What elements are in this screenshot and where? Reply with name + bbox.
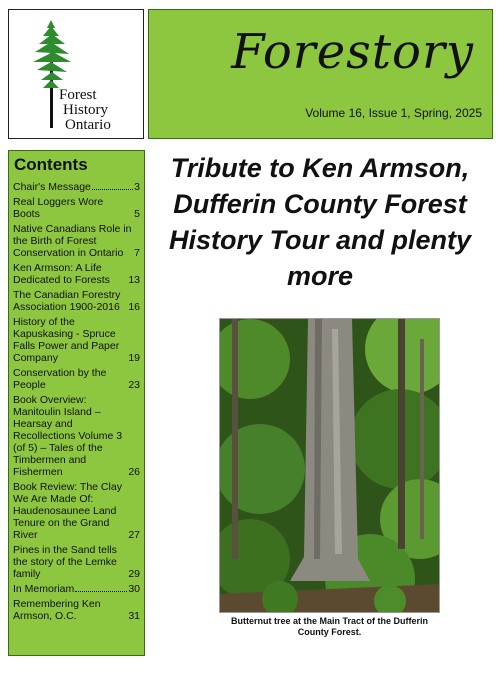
contents-item-title: Chair's Message	[13, 181, 91, 193]
contents-item-page: 5	[134, 208, 140, 220]
dot-leader	[75, 591, 127, 592]
contents-item[interactable]	[13, 262, 140, 286]
contents-item-title: The Canadian Forestry Association 1900-2016	[13, 289, 121, 313]
contents-item-title: History of the Kapuskasing - Spruce Falls Power and Paper Company	[13, 316, 120, 364]
contents-panel	[8, 150, 145, 656]
contents-item[interactable]	[13, 481, 140, 541]
contents-item-title: In Memoriam	[13, 583, 75, 595]
logo-text	[59, 88, 111, 133]
contents-item-page: 30	[128, 583, 140, 595]
contents-item-page: 3	[134, 181, 140, 193]
contents-item[interactable]	[13, 394, 140, 478]
contents-list	[13, 181, 140, 622]
butternut-tree-photo	[219, 318, 440, 613]
contents-item-page: 31	[128, 610, 140, 622]
contents-item[interactable]	[13, 583, 140, 595]
contents-item-title: Real Loggers Wore Boots	[13, 196, 104, 220]
contents-item-title: Book Overview: Manitoulin Island – Hearsay and Recollections Volume 3 (of 5) – Tales of the Timbermen and Fishermen	[13, 394, 123, 478]
contents-item[interactable]	[13, 223, 140, 259]
contents-heading: Contents	[14, 155, 88, 174]
contents-item[interactable]	[13, 598, 140, 622]
contents-item-title: Remembering Ken Armson, O.C.	[13, 598, 101, 622]
contents-item-page: 23	[128, 379, 140, 391]
contents-item[interactable]	[13, 181, 140, 193]
contents-item[interactable]	[13, 289, 140, 313]
title-banner	[148, 9, 493, 139]
contents-item-title: Book Review: The Clay We Are Made Of: Haudenosaunee Land Tenure on the Grand River	[13, 481, 122, 541]
contents-item[interactable]	[13, 316, 140, 364]
contents-item-page: 29	[128, 568, 140, 580]
contents-item-title: Pines in the Sand tells the story of the Lemke family	[13, 544, 117, 580]
contents-item-page: 7	[134, 247, 140, 259]
contents-item-page: 26	[128, 466, 140, 478]
dot-leader	[92, 189, 133, 190]
contents-item-title: Ken Armson: A Life Dedicated to Forests	[13, 262, 110, 286]
logo-line-1: Forest	[59, 87, 97, 103]
contents-item-page: 13	[128, 274, 140, 286]
headline: Tribute to Ken Armson, Dufferin County Forest History Tour and plenty more	[168, 153, 472, 291]
contents-item-title: Native Canadians Role in the Birth of Forest Conservation in Ontario	[13, 223, 132, 259]
contents-item[interactable]	[13, 196, 140, 220]
issue-info: Volume 16, Issue 1, Spring, 2025	[305, 106, 482, 120]
contents-item-page: 16	[128, 301, 140, 313]
contents-item-title: Conservation by the People	[13, 367, 107, 391]
contents-item-page: 19	[128, 352, 140, 364]
logo-line-2: History	[63, 102, 108, 118]
photo-caption: Butternut tree at the Main Tract of the Dufferin County Forest.	[230, 616, 428, 637]
contents-item-page: 27	[128, 529, 140, 541]
contents-item[interactable]	[13, 544, 140, 580]
newsletter-title: Forestory	[231, 24, 474, 80]
contents-item[interactable]	[13, 367, 140, 391]
logo-line-3: Ontario	[65, 117, 111, 133]
logo	[8, 9, 144, 139]
